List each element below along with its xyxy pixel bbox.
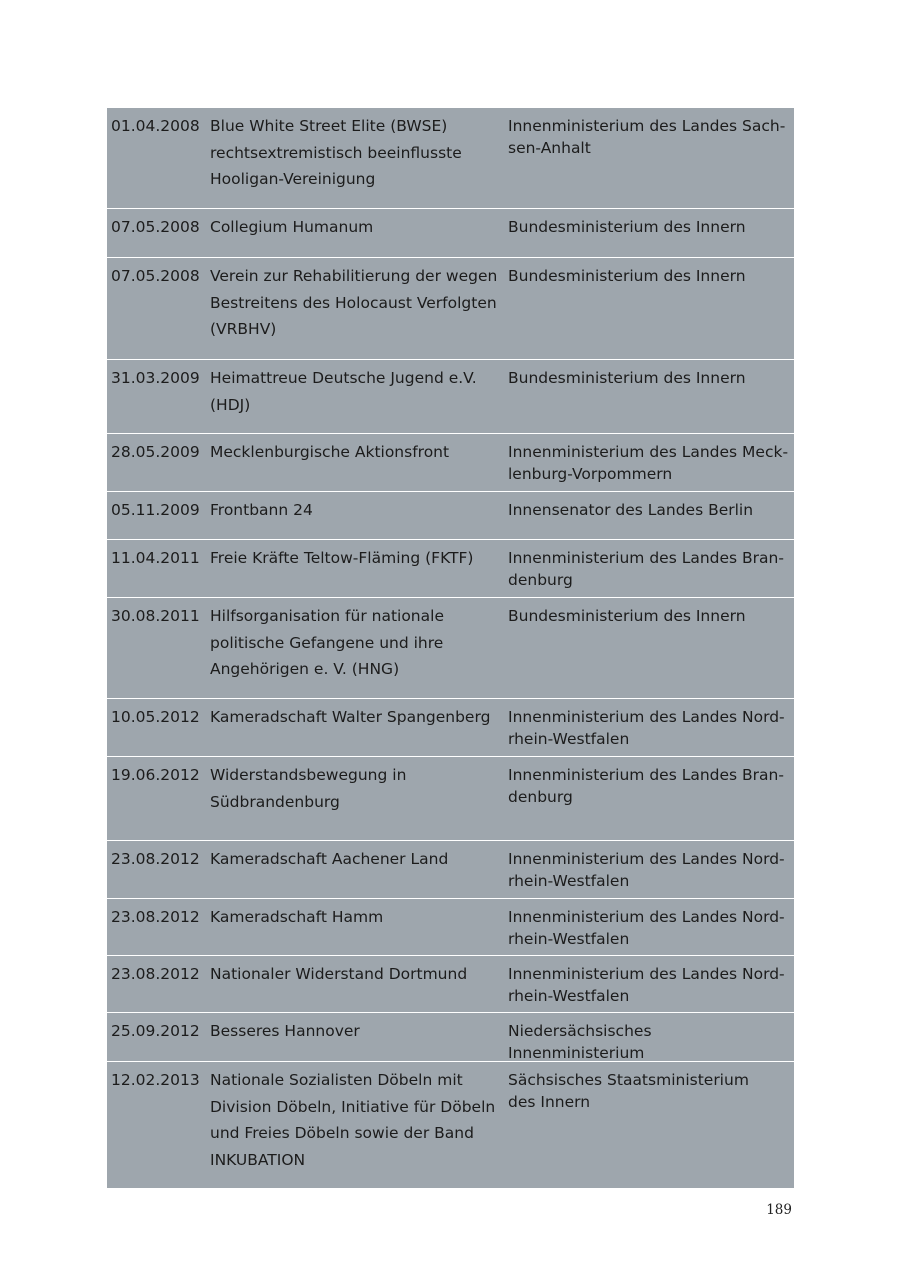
table (107, 108, 794, 1189)
organization-line: (HDJ) (210, 395, 251, 414)
authority-line: Innenministerium des Landes Nord- (508, 850, 785, 868)
table-row (107, 899, 794, 956)
authority-cell (508, 848, 792, 892)
organization-cell (210, 439, 500, 466)
organization-cell (210, 961, 500, 988)
authority-line: Bundesministerium des Innern (508, 369, 746, 387)
organization-line: Nationaler Widerstand Dortmund (210, 965, 468, 983)
organization-line: Freie Kräfte Teltow-Fläming (FKTF) (210, 549, 474, 567)
authority-line: Bundesministerium des Innern (508, 607, 746, 625)
organization-line: und Freies Döbeln sowie der Band (210, 1124, 474, 1142)
table-row (107, 956, 794, 1013)
organization-line: Südbrandenburg (210, 792, 340, 811)
authority-line: rhein-Westfalen (508, 930, 630, 948)
organization-line: Hilfsorganisation für nationale (210, 607, 444, 625)
organization-cell (210, 113, 500, 193)
authority-line: Innensenator des Landes Berlin (508, 501, 754, 519)
authority-line: Innenministerium des Landes Nord- (508, 908, 785, 926)
authority-cell (508, 216, 792, 238)
date-cell: 10.05.2012 (111, 708, 200, 726)
date-cell: 07.05.2008 (111, 218, 200, 236)
date-cell: 23.08.2012 (111, 908, 200, 926)
authority-line: rhein-Westfalen (508, 730, 630, 748)
organization-cell (210, 545, 500, 572)
date-cell: 07.05.2008 (111, 267, 200, 285)
date-cell: 12.02.2013 (111, 1071, 200, 1089)
table-row (107, 540, 794, 598)
authority-cell (508, 706, 792, 750)
organization-line: Heimattreue Deutsche Jugend e.V. (210, 369, 477, 387)
authority-line: Innenministerium des Landes Bran- (508, 549, 784, 567)
table-row (107, 209, 794, 258)
organization-line: Blue White Street Elite (BWSE) (210, 117, 448, 135)
authority-line: Innenministerium des Landes Meck- (508, 443, 789, 461)
date-cell: 11.04.2011 (111, 549, 200, 567)
organization-line: Kameradschaft Hamm (210, 908, 384, 926)
organization-line: Kameradschaft Aachener Land (210, 850, 449, 868)
date-cell: 25.09.2012 (111, 1022, 200, 1040)
organization-cell (210, 603, 500, 683)
authority-line: Innenministerium des Landes Sach- (508, 117, 786, 135)
authority-cell (508, 906, 792, 950)
date-cell: 19.06.2012 (111, 766, 200, 784)
organization-line: Besseres Hannover (210, 1022, 360, 1040)
organization-line: Frontbann 24 (210, 501, 313, 519)
authority-line: Innenministerium des Landes Bran- (508, 766, 784, 784)
authority-cell (508, 1020, 792, 1064)
organization-line: Hooligan-Vereinigung (210, 170, 376, 188)
organization-cell (210, 1018, 500, 1045)
organization-line: Verein zur Rehabilitierung der wegen (210, 267, 498, 285)
organization-cell (210, 704, 500, 731)
date-cell: 23.08.2012 (111, 965, 200, 983)
authority-line: denburg (508, 571, 573, 589)
table-row (107, 598, 794, 699)
table-row (107, 1013, 794, 1062)
authority-cell (508, 963, 792, 1007)
table-row (107, 1062, 794, 1189)
table-row (107, 841, 794, 899)
organization-cell (210, 497, 500, 524)
authority-line: rhein-Westfalen (508, 872, 630, 890)
authority-line: sen-Anhalt (508, 139, 591, 157)
table-row (107, 757, 794, 841)
authority-cell (508, 265, 792, 287)
organization-cell (210, 904, 500, 931)
organization-line: Mecklenburgische Aktionsfront (210, 443, 450, 461)
table-row (107, 434, 794, 492)
table-row (107, 258, 794, 360)
organization-cell (210, 365, 500, 418)
organization-cell (210, 762, 500, 815)
organization-cell (210, 1067, 500, 1173)
authority-line: Innenministerium des Landes Nord- (508, 965, 785, 983)
authority-line: lenburg-Vorpommern (508, 465, 673, 483)
authority-line: des Innern (508, 1093, 591, 1111)
authority-line: Sächsisches Staatsministerium (508, 1071, 749, 1089)
table-row (107, 360, 794, 434)
organization-line: (VRBHV) (210, 320, 277, 338)
date-cell: 30.08.2011 (111, 607, 200, 625)
organization-line: rechtsextremistisch beeinflusste (210, 143, 462, 162)
date-cell: 05.11.2009 (111, 501, 200, 519)
authority-cell (508, 764, 792, 808)
authority-cell (508, 547, 792, 591)
authority-line: Innenministerium des Landes Nord- (508, 708, 785, 726)
authority-cell (508, 499, 792, 521)
table-row (107, 108, 794, 209)
authority-cell (508, 115, 792, 159)
authority-line: Niedersächsisches Innenministerium (508, 1022, 652, 1062)
organization-cell (210, 263, 500, 343)
authority-cell (508, 1069, 792, 1113)
authority-line: Bundesministerium des Innern (508, 218, 746, 236)
page-number: 189 (766, 1202, 792, 1218)
organization-line: Bestreitens des Holocaust Verfolgten (210, 293, 497, 312)
date-cell: 23.08.2012 (111, 850, 200, 868)
organization-line: Kameradschaft Walter Spangenberg (210, 708, 491, 726)
organization-line: Nationale Sozialisten Döbeln mit (210, 1071, 463, 1089)
authority-line: rhein-Westfalen (508, 987, 630, 1005)
organization-cell (210, 846, 500, 873)
authority-cell (508, 605, 792, 627)
date-cell: 01.04.2008 (111, 117, 200, 135)
organization-line: Division Döbeln, Initiative für Döbeln (210, 1097, 496, 1116)
table-row (107, 492, 794, 540)
authority-line: denburg (508, 788, 573, 806)
organization-line: politische Gefangene und ihre (210, 633, 444, 652)
authority-cell (508, 441, 792, 485)
organization-cell (210, 214, 500, 241)
authority-cell (508, 367, 792, 389)
organization-line: Collegium Humanum (210, 218, 374, 236)
organization-line: Widerstandsbewegung in (210, 766, 407, 784)
date-cell: 28.05.2009 (111, 443, 200, 461)
organization-line: INKUBATION (210, 1150, 306, 1169)
authority-line: Bundesministerium des Innern (508, 267, 746, 285)
date-cell: 31.03.2009 (111, 369, 200, 387)
table-row (107, 699, 794, 757)
organization-line: Angehörigen e. V. (HNG) (210, 660, 400, 678)
